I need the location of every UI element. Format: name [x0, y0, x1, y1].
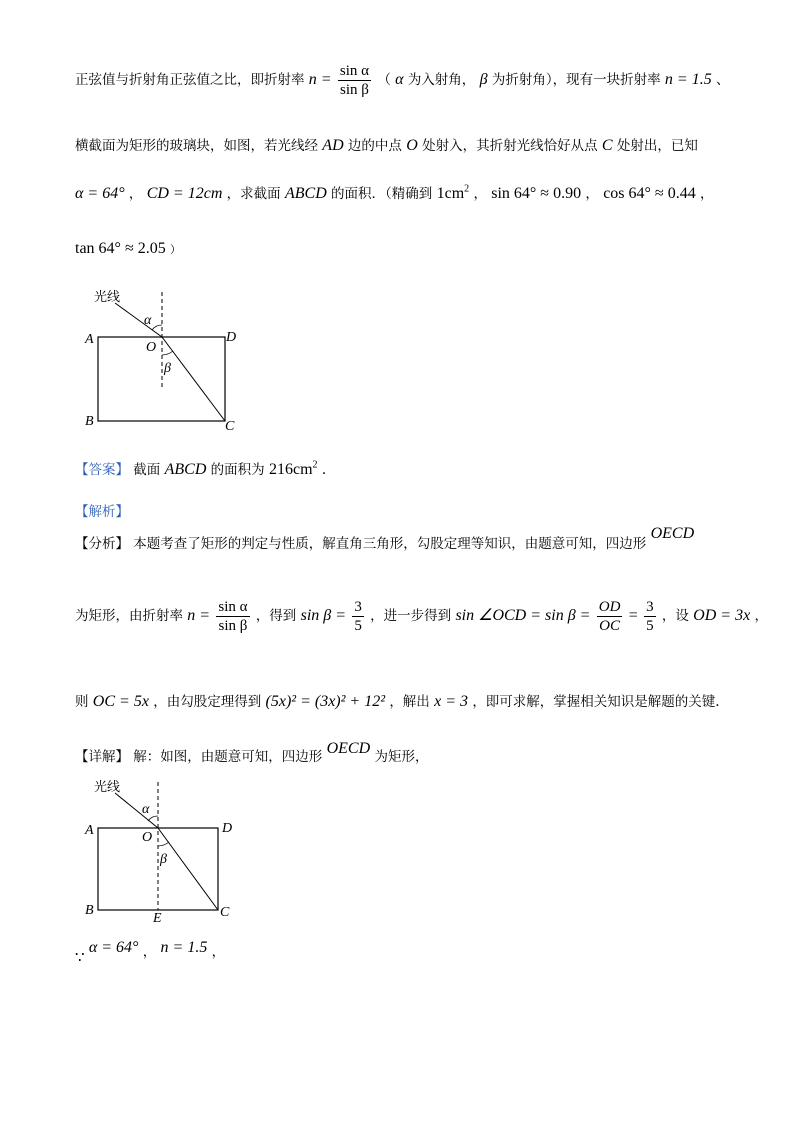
segment-ad: AD: [322, 137, 344, 154]
numerator: OD: [598, 599, 621, 615]
text: ，: [585, 186, 599, 202]
text: 为折射角），现有一块折射率: [491, 72, 661, 88]
formula-alpha: α = 64°: [75, 185, 125, 202]
text: ，: [211, 944, 226, 960]
formula-alpha: α = 64°: [88, 939, 139, 956]
numerator: 3: [354, 599, 362, 615]
fraction-3-5: [644, 598, 656, 635]
shape-abcd: ABCD: [164, 461, 207, 478]
text: ，求截面: [226, 186, 281, 202]
text: 的面积．（精确到: [331, 186, 433, 202]
text: 为矩形，: [374, 749, 429, 765]
text: 的面积为: [210, 462, 265, 478]
text: （: [377, 72, 391, 88]
label-light: 光线: [94, 780, 121, 795]
formula-n: n =: [308, 71, 332, 88]
symbol-beta: β: [479, 71, 488, 88]
answer-line: [75, 458, 326, 479]
text: ，: [700, 186, 714, 202]
shape-abcd: ABCD: [284, 185, 327, 202]
text: 为入射角，: [407, 72, 476, 88]
text: ，进一步得到: [370, 608, 452, 624]
label-a: A: [85, 823, 94, 838]
formula-pythagoras: (5x)² = (3x)² + 12²: [265, 693, 386, 710]
text: ，得到: [255, 608, 297, 624]
fraction-sin-ratio: [216, 598, 249, 635]
fenxi-line-3: [75, 690, 720, 711]
figure-refraction-1: [80, 285, 250, 435]
text: 处射入，其折射光线恰好从点: [422, 138, 598, 154]
numerator: 3: [646, 599, 654, 615]
shape-oecd: OECD: [650, 525, 695, 542]
denominator: 5: [354, 618, 362, 634]
light-ray: [115, 303, 162, 337]
formula-n: n =: [187, 607, 211, 624]
text: .: [321, 462, 327, 478]
problem-line-3: [75, 182, 714, 203]
text: ）: [170, 243, 182, 256]
because-symbol: ∵: [75, 948, 85, 966]
text: 解：如图，由题意可知，四边形: [133, 749, 323, 765]
refracted-ray: [162, 337, 225, 421]
text: ，由勾股定理得到: [153, 694, 262, 710]
point-c: C: [601, 137, 613, 154]
detail-line: [75, 740, 429, 766]
denominator: sin β: [340, 82, 369, 98]
formula-oc: OC = 5x: [92, 693, 149, 710]
alpha-arc: [152, 325, 162, 330]
formula-cd: CD = 12cm: [146, 185, 223, 202]
formula-x: x = 3: [434, 693, 469, 710]
formula-sin64: sin 64° ≈ 0.90: [491, 185, 582, 202]
label-c: C: [225, 419, 235, 434]
formula-sinb: sin β =: [300, 607, 347, 624]
figure-refraction-2: [80, 775, 250, 925]
text: ，: [142, 944, 157, 960]
unit-cm2: $1cm^2$: [436, 183, 470, 202]
problem-line-2: [75, 134, 698, 155]
label-e: E: [153, 911, 162, 925]
label-d: D: [226, 330, 237, 345]
shape-oecd: OECD: [326, 740, 371, 757]
symbol-alpha: α: [395, 71, 404, 88]
text: ，即可求解，掌握相关知识是解题的关键.: [472, 694, 720, 710]
label-beta: β: [164, 361, 171, 376]
text: 则: [75, 694, 89, 710]
denominator: 5: [646, 618, 654, 634]
alpha-arc: [148, 816, 158, 821]
label-c: C: [220, 905, 230, 920]
text: 横截面为矩形的玻璃块，如图，若光线经: [75, 138, 318, 154]
formula-n-value: n = 1.5: [160, 939, 208, 956]
numerator: sin α: [218, 599, 248, 615]
fenxi-line-1: [75, 525, 695, 553]
light-ray: [115, 793, 158, 828]
text: 为矩形，由折射率: [75, 608, 183, 624]
refracted-ray: [158, 828, 218, 910]
text: 处射出，已知: [616, 138, 698, 154]
text: ，: [128, 186, 143, 202]
text: ，解出: [389, 694, 430, 710]
text: ，: [473, 186, 487, 202]
solution-line-1: [75, 939, 226, 966]
text: ，: [754, 608, 768, 624]
fraction-3-5: [352, 598, 364, 635]
denominator: sin β: [218, 618, 248, 634]
label-alpha: α: [142, 802, 150, 817]
answer-value: $216cm^2$: [268, 459, 318, 478]
fenxi-tag: 【分析】: [75, 536, 129, 552]
text: 本题考查了矩形的判定与性质，解直角三角形，勾股定理等知识，由题意可知，四边形: [133, 536, 647, 552]
text: ，设: [661, 608, 689, 624]
fraction-sin-ratio: [338, 62, 371, 99]
formula-n-value: n = 1.5: [664, 71, 712, 88]
point-o: O: [406, 137, 418, 154]
denominator: OC: [599, 618, 621, 634]
problem-line-4: [75, 240, 181, 258]
formula-sin-ocd: sin ∠OCD = sin β =: [455, 607, 591, 624]
fenxi-line-2: [75, 598, 768, 635]
formula-cos64: cos 64° ≈ 0.44: [603, 185, 696, 202]
label-o: O: [146, 340, 157, 355]
label-a: A: [85, 332, 94, 347]
label-b: B: [85, 414, 94, 429]
label-d: D: [222, 821, 233, 836]
analysis-heading: [75, 500, 129, 520]
fraction-od-oc: [597, 598, 623, 635]
label-alpha: α: [144, 313, 152, 328]
answer-tag: 【答案】: [75, 462, 129, 478]
equals: =: [628, 607, 638, 624]
formula-tan64: tan 64° ≈ 2.05: [75, 240, 166, 257]
label-o: O: [142, 830, 153, 845]
beta-arc: [162, 351, 173, 355]
text: 截面: [133, 462, 161, 478]
detail-tag: 【详解】: [75, 749, 129, 765]
numerator: sin α: [339, 63, 370, 79]
label-b: B: [85, 903, 94, 918]
formula-od: OD = 3x: [693, 607, 751, 624]
problem-line-1: [75, 62, 730, 99]
analysis-tag: 【解析】: [75, 504, 129, 520]
text: 边的中点: [347, 138, 402, 154]
label-beta: β: [160, 852, 167, 867]
beta-arc: [158, 842, 169, 846]
label-light: 光线: [94, 290, 121, 305]
text: 正弦值与折射角正弦值之比，即折射率: [75, 72, 305, 88]
text: 、: [716, 72, 730, 88]
